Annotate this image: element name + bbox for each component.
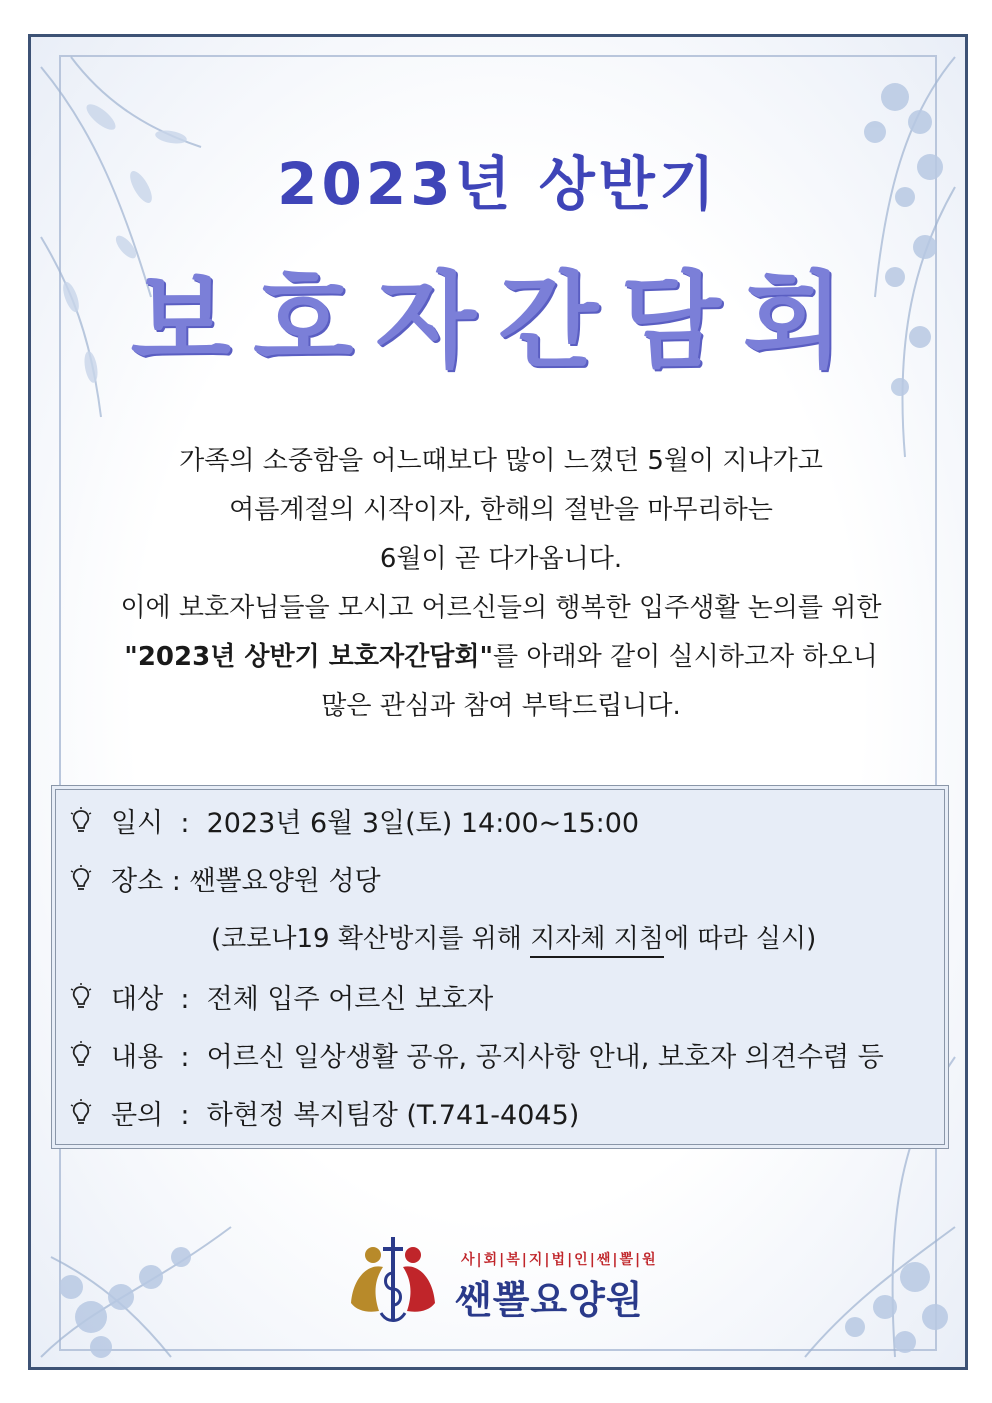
event-name-highlight: "2023년 상반기 보호자간담회" (124, 642, 494, 672)
separator: : (180, 984, 190, 1015)
detail-row-contact (69, 1093, 579, 1134)
separator: : (171, 866, 181, 897)
detail-row-target (69, 977, 493, 1018)
target-label: 대상 (111, 984, 164, 1015)
content-value: 어르신 일상생활 공유, 공지사항 안내, 보호자 의견수렴 등 (206, 1042, 884, 1073)
contact-value: 하현정 복지팀장 (T.741-4045) (206, 1100, 580, 1131)
separator: : (180, 1042, 190, 1073)
intro-line: 6월이 곧 다가옵니다. (379, 544, 623, 574)
target-value: 전체 입주 어르신 보호자 (206, 984, 494, 1015)
intro-line: 여름계절의 시작이자, 한해의 절반을 마무리하는 (229, 495, 773, 525)
date-label: 일시 (111, 808, 164, 839)
intro-line (51, 633, 951, 682)
separator: : (180, 808, 190, 839)
date-value: 2023년 6월 3일(토) 14:00~15:00 (206, 808, 640, 839)
intro-line-rest: 를 아래와 같이 실시하고자 하오니 (493, 642, 878, 672)
title-main: 보호자간담회 (130, 260, 866, 382)
poster (28, 34, 968, 1370)
contact-label: 문의 (111, 1100, 164, 1131)
logo-name: 쌘뽈요양원 (455, 1278, 644, 1322)
logo-subtitle: 사|회|복|지|법|인|쌘|뽈|원 (461, 1252, 658, 1268)
place-label: 장소 (111, 866, 164, 897)
place-note-underlined: 지자체 지침 (530, 924, 664, 958)
separator: : (180, 1100, 190, 1131)
detail-row-content (69, 1035, 884, 1076)
lightbulb-icon (69, 1041, 97, 1076)
title-year-half: 2023년 상반기 (277, 150, 719, 218)
lightbulb-icon (69, 865, 97, 900)
intro-line: 가족의 소중함을 어느때보다 많이 느꼈던 5월이 지나가고 (179, 446, 823, 476)
intro-line: 많은 관심과 참여 부탁드립니다. (321, 691, 681, 721)
place-value: 쌘뽈요양원 성당 (189, 866, 381, 897)
lightbulb-icon (69, 807, 97, 842)
place-note-suffix: 에 따라 실시) (664, 924, 817, 954)
intro-line: 이에 보호자님들을 모시고 어르신들의 행복한 입주생활 논의를 위한 (120, 593, 882, 623)
detail-row-date (69, 801, 639, 842)
detail-row-place-note (211, 918, 816, 955)
intro-text (51, 437, 951, 731)
content-label: 내용 (111, 1042, 164, 1073)
organization-logo (343, 1233, 663, 1329)
detail-row-place (69, 859, 381, 900)
logo-emblem-icon (343, 1233, 443, 1329)
lightbulb-icon (69, 983, 97, 1018)
place-note-prefix: (코로나19 확산방지를 위해 (211, 924, 531, 954)
lightbulb-icon (69, 1099, 97, 1134)
